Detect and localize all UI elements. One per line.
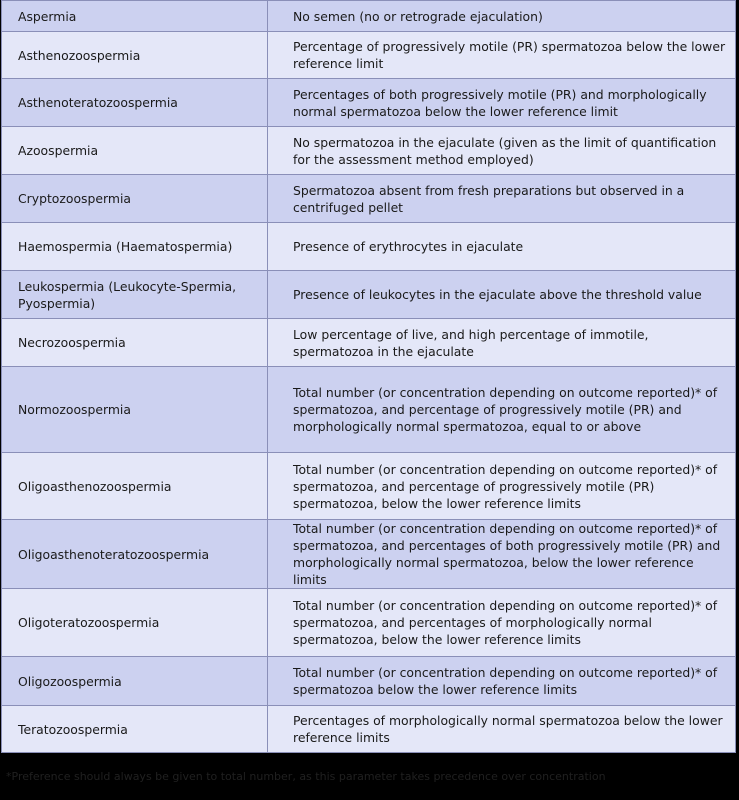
term-cell: Oligoasthenozoospermia: [2, 453, 268, 520]
term-cell: Necrozoospermia: [2, 319, 268, 367]
definition-cell: Spermatozoa absent from fresh preparations but observed in a centrifuged pellet: [268, 175, 736, 223]
term-cell: Asthenozoospermia: [2, 32, 268, 79]
definition-cell: Presence of leukocytes in the ejaculate above the threshold value: [268, 271, 736, 319]
table-row: [2, 127, 736, 175]
definition-cell: Percentages of both progressively motile (PR) and morphologically normal spermatozoa below the lower reference limit: [268, 79, 736, 127]
table-row: [2, 1, 736, 32]
term-cell: Aspermia: [2, 1, 268, 32]
term-cell: Cryptozoospermia: [2, 175, 268, 223]
terminology-table: [1, 0, 736, 753]
definition-cell: Percentage of progressively motile (PR) spermatozoa below the lower reference limit: [268, 32, 736, 79]
term-cell: Teratozoospermia: [2, 706, 268, 753]
table-row: [2, 453, 736, 520]
definition-cell: Total number (or concentration depending on outcome reported)* of spermatozoa, and percentages of both progressively motile (PR) and morphologically normal spermatozoa, below the lower reference limits: [268, 520, 736, 589]
term-cell: Oligozoospermia: [2, 657, 268, 706]
table-row: [2, 367, 736, 453]
terminology-table-container: [1, 0, 736, 753]
definition-cell: Total number (or concentration depending on outcome reported)* of spermatozoa, and percentage of progressively motile (PR) and morphologically normal spermatozoa, equal to or above: [268, 367, 736, 453]
term-cell: Oligoteratozoospermia: [2, 589, 268, 657]
table-row: [2, 589, 736, 657]
definition-cell: Percentages of morphologically normal spermatozoa below the lower reference limits: [268, 706, 736, 753]
table-row: [2, 319, 736, 367]
table-row: [2, 706, 736, 753]
table-row: [2, 32, 736, 79]
table-row: [2, 79, 736, 127]
table-row: [2, 520, 736, 589]
table-row: [2, 175, 736, 223]
definition-cell: Total number (or concentration depending on outcome reported)* of spermatozoa, and percentage of progressively motile (PR) spermatozoa, below the lower reference limits: [268, 453, 736, 520]
table-footnote: *Preference should always be given to total number, as this parameter takes precedence over concentration: [6, 770, 606, 783]
definition-cell: No semen (no or retrograde ejaculation): [268, 1, 736, 32]
definition-cell: Total number (or concentration depending on outcome reported)* of spermatozoa, and percentages of morphologically normal spermatozoa, below the lower reference limits: [268, 589, 736, 657]
definition-cell: No spermatozoa in the ejaculate (given as the limit of quantification for the assessment method employed): [268, 127, 736, 175]
term-cell: Normozoospermia: [2, 367, 268, 453]
term-cell: Oligoasthenoteratozoospermia: [2, 520, 268, 589]
table-row: [2, 657, 736, 706]
term-cell: Asthenoteratozoospermia: [2, 79, 268, 127]
definition-cell: Presence of erythrocytes in ejaculate: [268, 223, 736, 271]
term-cell: Haemospermia (Haematospermia): [2, 223, 268, 271]
term-cell: Leukospermia (Leukocyte-Spermia, Pyospermia): [2, 271, 268, 319]
term-cell: Azoospermia: [2, 127, 268, 175]
table-row: [2, 271, 736, 319]
table-row: [2, 223, 736, 271]
definition-cell: Total number (or concentration depending on outcome reported)* of spermatozoa below the lower reference limits: [268, 657, 736, 706]
definition-cell: Low percentage of live, and high percentage of immotile, spermatozoa in the ejaculate: [268, 319, 736, 367]
